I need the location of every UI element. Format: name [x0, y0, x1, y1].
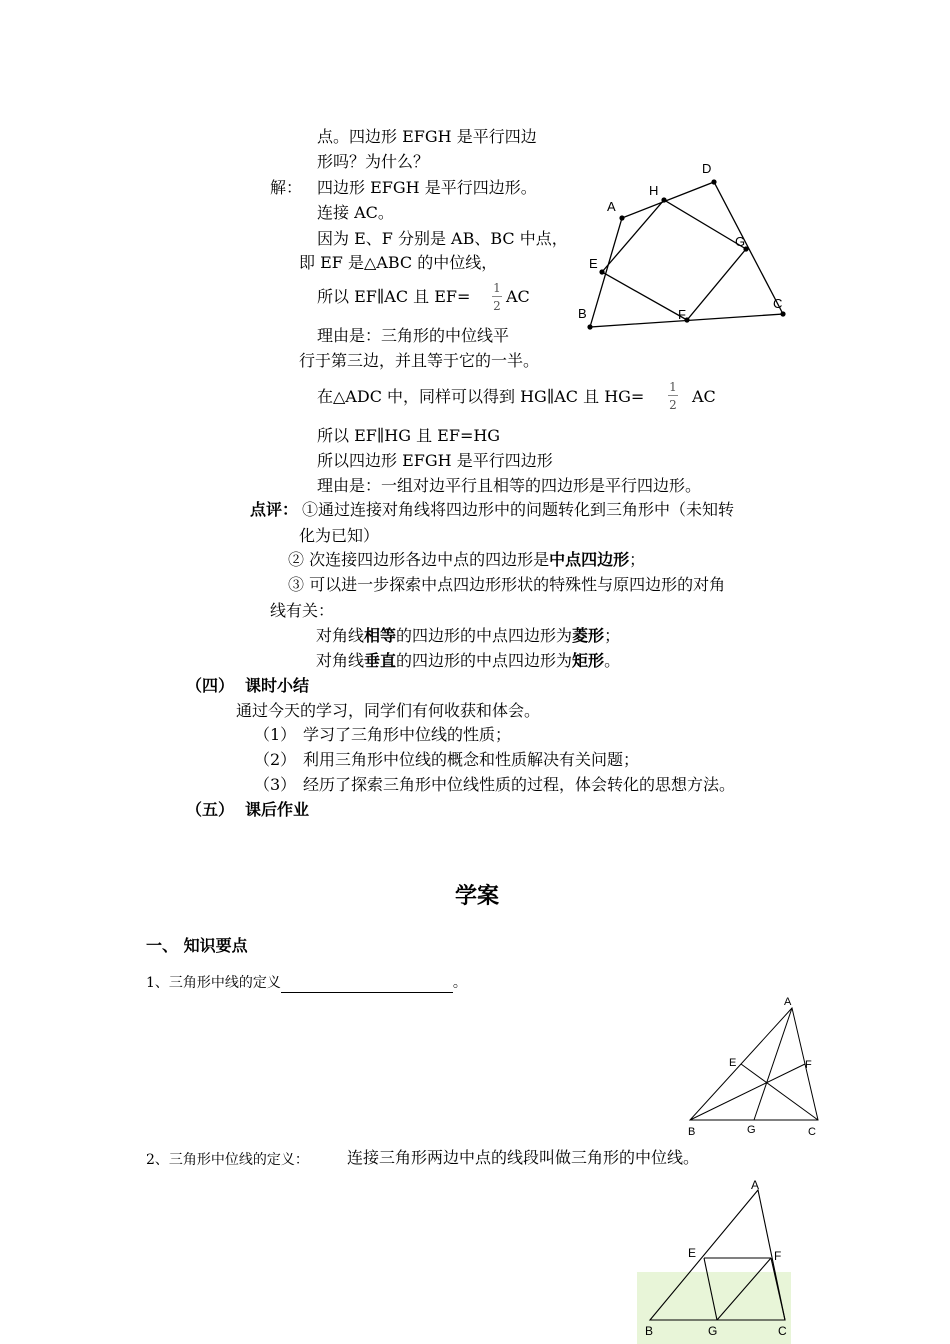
- fraction-bar: [492, 296, 502, 297]
- summary-item-num: （1）: [254, 725, 297, 744]
- homework-heading: 课后作业: [245, 800, 310, 819]
- label-C: C: [773, 296, 783, 311]
- summary-item-text: 利用三角形中位线的概念和性质解决有关问题；: [303, 750, 640, 769]
- solution-line5-pre: 所以 EF∥AC 且 EF=: [317, 287, 471, 306]
- label-A: A: [784, 996, 792, 1008]
- summary-item-num: （3）: [254, 775, 297, 794]
- solution-line5-post: AC: [506, 287, 530, 306]
- xuean-title: 学案: [455, 884, 500, 909]
- summary-heading-num: （四）: [186, 676, 235, 695]
- comment-point1b: 化为已知）: [299, 526, 380, 545]
- problem-question-line1: 点。四边形 EFGH 是平行四边: [317, 127, 537, 146]
- fraction-bar-2: [668, 395, 678, 396]
- item2-definition: 连接三角形两边中点的线段叫做三角形的中位线。: [347, 1148, 700, 1167]
- solution-line2: 连接 AC。: [317, 203, 394, 222]
- label-A: A: [607, 199, 616, 214]
- fraction-denominator-2: 2: [669, 398, 677, 412]
- solution-line10: 所以四边形 EFGH 是平行四边形: [317, 451, 553, 470]
- summary-heading: 课时小结: [245, 676, 310, 695]
- summary-item-num: （2）: [254, 750, 297, 769]
- summary-item-text: 经历了探索三角形中位线性质的过程，体会转化的思想方法。: [303, 775, 736, 794]
- knowledge-points-heading: 一、 知识要点: [146, 936, 248, 955]
- solution-line1: 四边形 EFGH 是平行四边形。: [317, 178, 537, 197]
- solution-line7: 行于第三边，并且等于它的一半。: [299, 351, 540, 370]
- label-F: F: [678, 307, 686, 322]
- solution-line3: 因为 E、F 分别是 AB、BC 中点，: [317, 229, 568, 248]
- comment-label: 点评：: [250, 500, 299, 519]
- triangle-medians-figure: [680, 990, 820, 1140]
- label-E: E: [729, 1057, 737, 1069]
- label-D: D: [702, 161, 712, 176]
- label-C: C: [778, 1324, 787, 1338]
- label-C: C: [808, 1126, 816, 1138]
- label-E: E: [688, 1246, 697, 1260]
- label-H: H: [649, 183, 659, 198]
- solution-line11: 理由是：一组对边平行且相等的四边形是平行四边形。: [317, 476, 702, 495]
- comment-rectangle-line: 对角线垂直的四边形的中点四边形为矩形。: [316, 651, 621, 670]
- label-G: G: [735, 234, 746, 249]
- solution-line9: 所以 EF∥HG 且 EF=HG: [317, 426, 501, 445]
- problem-question-line2: 形吗？为什么？: [317, 152, 430, 171]
- comment-point1a: ①通过连接对角线将四边形中的问题转化到三角形中（未知转: [302, 500, 735, 519]
- fraction-numerator-2: 1: [669, 380, 677, 394]
- triangle-abc: [690, 1008, 818, 1120]
- label-G: G: [708, 1324, 718, 1338]
- label-E: E: [589, 256, 598, 271]
- summary-item-text: 学习了三角形中位线的性质；: [303, 725, 512, 744]
- quadrilateral-figure: [570, 155, 800, 335]
- label-F: F: [805, 1059, 812, 1071]
- item2-label: 2、三角形中位线的定义：: [146, 1152, 309, 1168]
- label-A: A: [751, 1178, 760, 1192]
- quadrilateral-abcd: [590, 182, 783, 327]
- summary-intro: 通过今天的学习，同学们有何收获和体会。: [236, 701, 541, 720]
- solution-label: 解：: [270, 178, 303, 197]
- solution-line6: 理由是：三角形的中位线平: [317, 326, 510, 345]
- homework-heading-num: （五）: [186, 800, 235, 819]
- solution-line8-post: AC: [692, 387, 716, 406]
- label-B: B: [688, 1126, 696, 1138]
- fraction-denominator: 2: [493, 299, 501, 313]
- comment-rhombus-line: 对角线相等的四边形的中点四边形为菱形；: [316, 626, 621, 645]
- label-B: B: [578, 306, 587, 321]
- label-G: G: [747, 1124, 756, 1136]
- comment-point3b: 线有关：: [270, 601, 335, 620]
- comment-point2-bold: 中点四边形: [549, 550, 630, 569]
- item1-median-definition: 1、三角形中线的定义 。: [146, 975, 467, 991]
- fraction-numerator: 1: [493, 281, 501, 295]
- comment-point3a: ③ 可以进一步探索中点四边形形状的特殊性与原四边形的对角: [288, 575, 726, 594]
- solution-line8-pre: 在△ADC 中，同样可以得到 HG∥AC 且 HG=: [317, 387, 645, 406]
- triangle-midline-figure: [635, 1170, 800, 1344]
- median-definition-blank[interactable]: [281, 978, 453, 993]
- label-B: B: [645, 1324, 654, 1338]
- comment-point2: ② 次连接四边形各边中点的四边形是中点四边形；: [288, 550, 646, 569]
- label-F: F: [774, 1249, 782, 1263]
- solution-line4: 即 EF 是△ABC 的中位线，: [299, 253, 498, 272]
